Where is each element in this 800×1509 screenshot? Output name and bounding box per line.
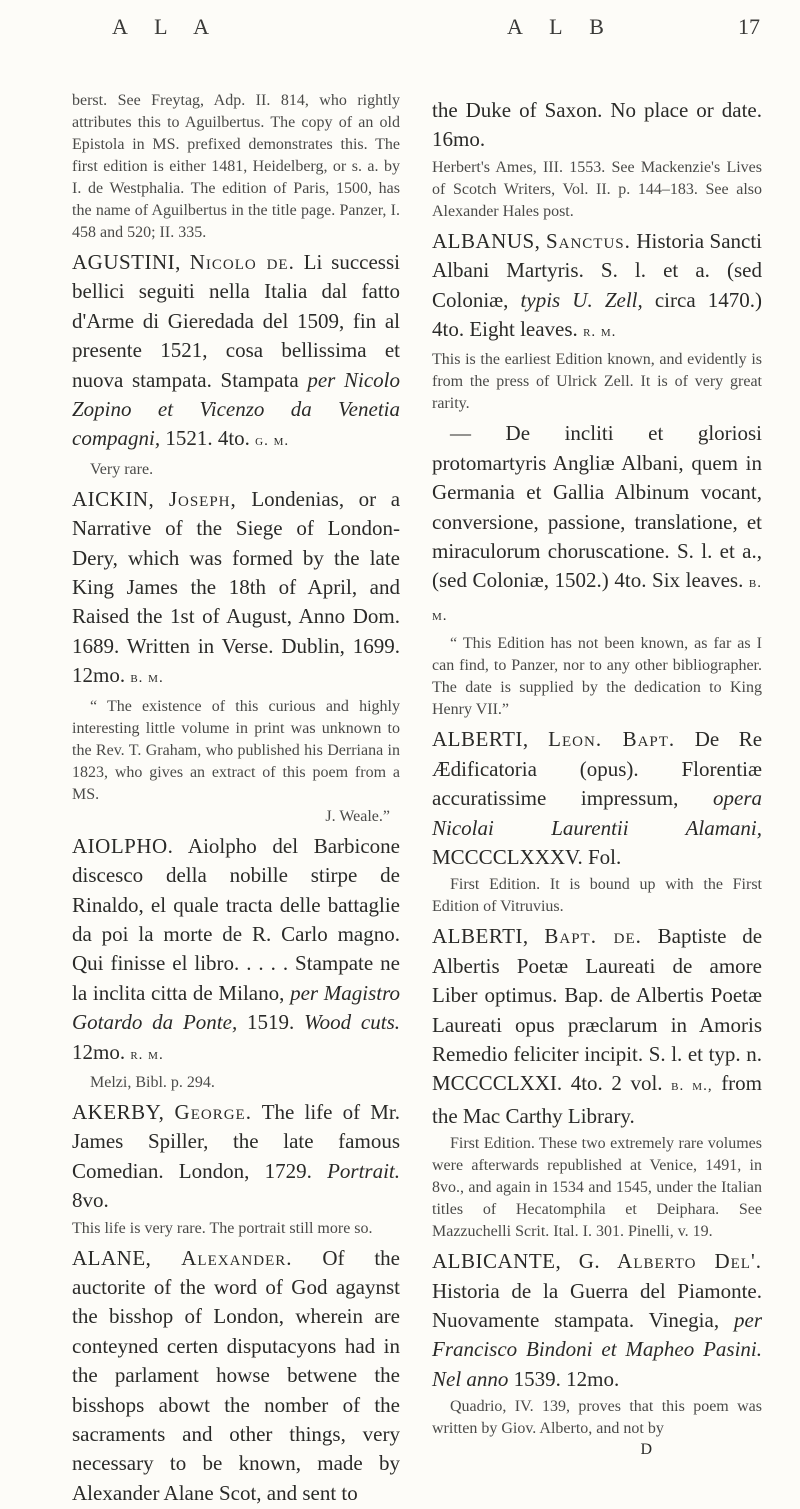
entry-note: Melzi, Bibl. p. 294.: [90, 1073, 215, 1091]
entry-headword: ALBERTI,: [432, 924, 529, 949]
entry-title: Of the auctorite of the word of God agaynst the bisshop of London, wherein are conteyned certen disputacyons had in the parlament howse betwene the bisshops abowt the nomber of the sacraments and other things, very necessary to be known, made by Alexander Alane Scot, and sent to: [72, 1245, 400, 1505]
entry-note: This life is very rare. The portrait still more so.: [72, 1219, 373, 1237]
entry-imprint: opera Nicolai Laurentii Alamani,: [432, 786, 762, 840]
entry-headword: ALANE,: [72, 1245, 152, 1270]
entry-title: Baptiste de Albertis Poetæ Laureati de amore Liber optimus. Bap. de Albertis Poetæ Laureati opus præclarum in Amoris Remedio feliciter incipit. S. l. et typ. n. MCCCCLXXI. 4to. 2 vol.: [432, 924, 763, 1096]
signature-mark: D: [640, 1441, 652, 1459]
library-mark: g. m.: [255, 433, 290, 450]
entry-note: This is the earliest Edition known, and evidently is from the press of Ulrick Zell. It is of very great rarity.: [432, 351, 762, 413]
entry-provenance: from the Mac Carthy Library.: [432, 1071, 763, 1128]
library-mark: b. m.,: [671, 1078, 713, 1095]
entry-author: Leon. Bapt.: [548, 727, 676, 752]
entry-author: Alexander.: [181, 1245, 293, 1270]
entry-imprint: per Francisco Bindoni et Mapheo Pasini.: [432, 1307, 762, 1362]
entry-note: First Edition. It is bound up with the First Edition of Vitruvius.: [432, 876, 762, 916]
entry-alberti-leon: [432, 725, 762, 872]
entry-note: “ The existence of this curious and highly interesting little volume in print was unknown to the Rev. T. Graham, who published his Derriana in 1823, who gives an extract of this poem from a MS.: [72, 697, 400, 803]
library-mark: b. m.: [130, 670, 164, 687]
entry-alberti-bapt: [432, 922, 762, 1131]
entry-note: First Edition. These two extremely rare volumes were afterwards republished at Venice, 1491, in 8vo., and again in 1534 and 1545, under the Italian titles of Hecatomphila et Deiphara. See Mazzuchelli Scrit. Ital. I. 301. Pinelli, v. 19.: [432, 1135, 762, 1241]
entry-title: De incliti et gloriosi protomartyris Angliæ Albani, quem in Germania et Gallia Albinum vocant, conversione, passione, translatione, et miraculorum choruscatione. S. l. et a., (sed Coloniæ, 1502.) 4to. Six leaves.: [432, 421, 762, 593]
entry-title: Londenias, or a Narrative of the Siege of London-Dery, which was formed by the late King James the 18th of April, and Raised the 1st of August, Anno Dom. 1689. Written in Verse. Dublin, 1699. 12mo.: [72, 486, 401, 688]
right-column: [432, 96, 762, 1460]
entry-headword: ALBERTI,: [432, 727, 529, 752]
entry-imprint: per Nicolo Zopino et Vicenzo da Venetia compagni,: [72, 367, 401, 451]
entry-aickin: [72, 485, 400, 694]
entry-akerby: [72, 1098, 400, 1216]
entry-author: Sanctus.: [545, 228, 631, 253]
library-mark: r. m.: [130, 1046, 164, 1063]
continued-note: berst. See Freytag, Adp. II. 814, who rightly attributes this to Aguilbertus. The copy of an old Epistola in MS. prefixed demonstrates this. The first edition is either 1481, Heidelberg, or s. a. by I. de Westphalia. The edition of Paris, 1500, has the name of Aguilbertus in the title page. Panzer, I. 458 and 520; II. 335.: [72, 92, 400, 241]
running-head-right: A L B: [507, 14, 615, 39]
entry-headword: AKERBY,: [72, 1099, 165, 1124]
entry-illustrations: Portrait.: [327, 1158, 400, 1183]
running-head-left: A L A: [112, 14, 220, 39]
entry-aiolpho: [72, 832, 400, 1070]
entry-author: Bapt. de.: [544, 924, 642, 949]
entry-date: 1519.: [247, 1010, 295, 1035]
entry-date: 1539. 12mo.: [513, 1366, 620, 1391]
note-signature: J. Weale.”: [325, 807, 390, 825]
entry-title: Aiolpho del Barbicone discesco della nobille stirpe de Rinaldo, el quale tracta delle battaglie da poi la morte de R. Carlo magno. Qui finisse el libro. . . . . Stampate ne la inclita citta de Milano,: [72, 833, 401, 1005]
entry-date: MCCCCLXXXV. Fol.: [432, 844, 622, 869]
entry-albicante: [432, 1247, 762, 1394]
entry-author: George.: [174, 1099, 252, 1124]
entry-note: “ This Edition has not been known, as far as I can find, to Panzer, nor to any other bibliographer. The date is supplied by the dedication to King Henry VII.”: [432, 635, 762, 719]
entry-format: 12mo.: [72, 1039, 126, 1064]
entry-continued: the Duke of Saxon. No place or date. 16mo.: [432, 98, 762, 152]
entry-imprint-year-label: Nel anno: [432, 1366, 509, 1391]
library-mark: r. m.: [583, 324, 617, 341]
entry-author: Alberto Del'.: [617, 1249, 762, 1274]
entry-note: Herbert's Ames, III. 1553. See Mackenzie's Lives of Scotch Writers, Vol. II. p. 144–183. See also Alexander Hales post.: [432, 158, 762, 220]
entry-title: Historia de la Guerra del Piamonte. Nuovamente stampata. Vinegia,: [432, 1278, 762, 1332]
entry-albanus-2: [432, 419, 762, 631]
ditto-dash: —: [450, 421, 471, 446]
entry-illustrations: Wood cuts.: [304, 1010, 400, 1035]
entry-headword: ALBICANTE, G.: [432, 1249, 601, 1274]
entry-albanus: [432, 227, 762, 348]
entry-headword: AGUSTINI,: [72, 250, 181, 274]
entry-note: Very rare.: [90, 460, 154, 478]
entry-agustini: [72, 248, 400, 457]
entry-title: Historia Sancti Albani Martyris. S. l. et a. (sed Coloniæ,: [432, 228, 763, 312]
entry-note: Quadrio, IV. 139, proves that this poem was written by Giov. Alberto, and not by: [432, 1398, 762, 1438]
entry-headword: AIOLPHO.: [72, 833, 174, 858]
entry-title: The life of Mr. James Spiller, the late famous Comedian. London, 1729.: [72, 1099, 401, 1183]
entry-date: circa 1470.) 4to. Eight leaves.: [432, 287, 762, 342]
entry-date: 1521. 4to.: [165, 426, 250, 451]
entry-title: Li successi bellici seguiti nella Italia dal fatto d'Arme di Gieredada del 1509, fin al presente 1521, cosa bellissima et nuova stampata. Stampata: [72, 250, 400, 392]
running-header: [0, 14, 800, 44]
entry-imprint: per Magistro Gotardo da Ponte,: [72, 980, 401, 1035]
entry-headword: ALBANUS,: [432, 228, 541, 253]
left-column: [72, 90, 400, 1509]
entry-headword: AICKIN,: [72, 486, 155, 511]
entry-imprint: typis U. Zell,: [520, 287, 643, 312]
entry-alane: [72, 1244, 400, 1509]
entry-author: Joseph,: [168, 486, 237, 511]
entry-format: 8vo.: [72, 1188, 109, 1213]
entry-title: De Re Ædificatoria (opus). Florentiæ accuratissime impressum,: [432, 727, 763, 811]
library-mark: b. m.: [432, 575, 763, 624]
entry-author: Nicolo de.: [189, 250, 295, 274]
page-number: 17: [738, 14, 760, 39]
